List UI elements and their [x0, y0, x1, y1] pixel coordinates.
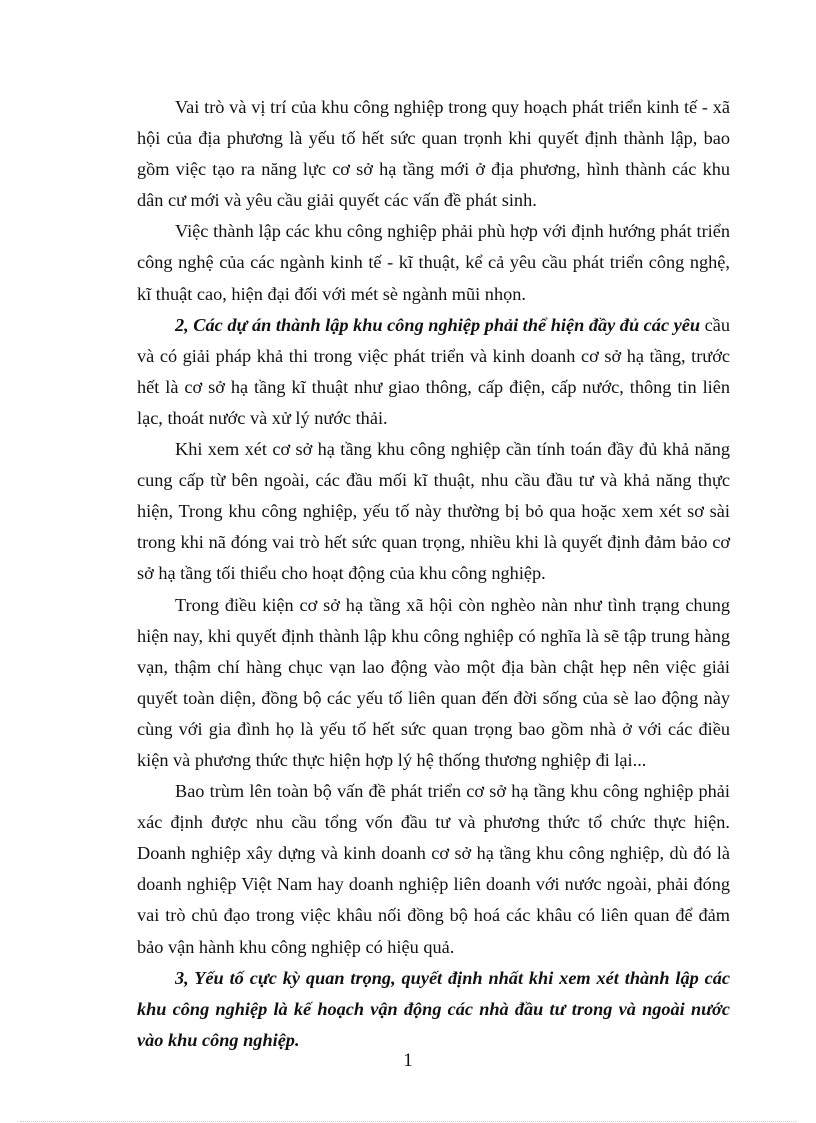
paragraph-3 — [137, 310, 730, 434]
paragraph-2: Việc thành lập các khu công nghiệp phải phù hợp với định hướng phát triển công nghệ của các ngành kinh tế - kĩ thuật, kể cả yêu cầu phát triển công nghệ, kĩ thuật cao, hiện đại đối với mét sè ngành mũi nhọn. — [137, 221, 730, 304]
page-bottom-edge — [20, 1121, 796, 1122]
section-2-heading: 2, Các dự án thành lập khu công nghiệp phải thể hiện đầy đủ các yêu — [175, 314, 701, 335]
paragraph-6: Bao trùm lên toàn bộ vấn đề phát triển cơ sở hạ tầng khu công nghiệp phải xác định được nhu cầu tổng vốn đầu tư và phương thức tổ chức thực hiện. Doanh nghiệp xây dựng và kinh doanh cơ sở hạ tầng khu công nghiệp, dù đó là doanh nghiệp Việt Nam hay doanh nghiệp liên doanh với nước ngoài, phải đóng vai trò chủ đạo trong việc khâu nối đồng bộ hoá các khâu có liên quan để đảm bảo vận hành khu công nghiệp có hiệu quả. — [137, 781, 730, 957]
section-3-heading: 3, Yếu tố cực kỳ quan trọng, quyết định nhất khi xem xét thành lập các khu công nghiệp là kế hoạch vận động các nhà đầu tư trong và ngoài nước vào khu công nghiệp. — [137, 967, 730, 1050]
paragraph-4: Khi xem xét cơ sở hạ tầng khu công nghiệp cần tính toán đầy đủ khả năng cung cấp từ bên ngoài, các đầu mối kĩ thuật, nhu cầu đầu tư và khả năng thực hiện, Trong khu công nghiệp, yếu tố này thường bị bỏ qua hoặc xem xét sơ sài trong khi nã đóng vai trò hết sức quan trọng, nhiều khi là quyết định đảm bảo cơ sở hạ tầng tối thiểu cho hoạt động của khu công nghiệp. — [137, 439, 730, 584]
paragraph-5: Trong điều kiện cơ sở hạ tầng xã hội còn nghèo nàn như tình trạng chung hiện nay, khi quyết định thành lập khu công nghiệp có nghĩa là sẽ tập trung hàng vạn, thậm chí hàng chục vạn lao động vào một địa bàn chật hẹp nên việc giải quyết toàn diện, đồng bộ các yếu tố liên quan đến đời sống của sè lao động này cùng với gia đình họ là yếu tố hết sức quan trọng bao gồm nhà ở với các điều kiện và phương thức thực hiện hợp lý hệ thống thương nghiệp đi lại... — [137, 594, 730, 770]
paragraph-1: Vai trò và vị trí của khu công nghiệp trong quy hoạch phát triển kinh tế - xã hội của địa phương là yếu tố hết sức quan trọnh khi quyết định thành lập, bao gồm việc tạo ra năng lực cơ sở hạ tầng mới ở địa phương, hình thành các khu dân cư mới và yêu cầu giải quyết các vấn đề phát sinh. — [137, 97, 730, 211]
document-body — [137, 92, 730, 1056]
page-number: 1 — [403, 1050, 413, 1071]
paragraph-3-body: cầu và có giải pháp khả thi trong việc phát triển và kinh doanh cơ sở hạ tầng, trước hết là cơ sở hạ tầng kĩ thuật như giao thông, cấp điện, cấp nước, thông tin liên lạc, thoát nước và xử lý nước thải. — [137, 314, 730, 428]
